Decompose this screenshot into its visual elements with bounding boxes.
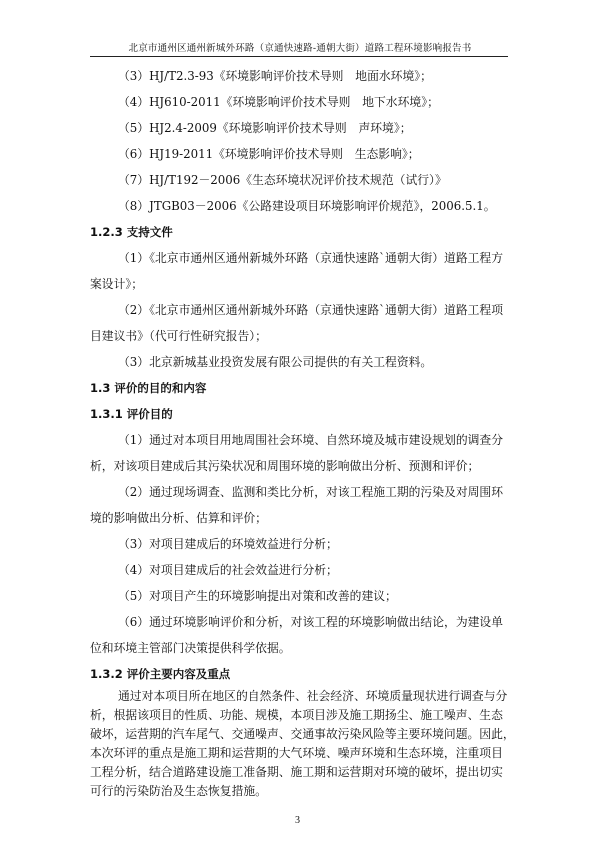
standard-item-8: （8）JTGB03－2006《公路建设项目环境影响评价规范》，2006.5.1。 bbox=[118, 199, 496, 213]
purpose-item-4: （4）对项目建成后的社会效益进行分析； bbox=[118, 563, 338, 577]
section-heading-1-3: 1.3 评价的目的和内容 bbox=[90, 381, 207, 395]
page-header: 北京市通州区通州新城外环路（京通快速路-通朝大街）道路工程环境影响报告书 bbox=[128, 43, 472, 54]
purpose-item-1-line-1: （1）通过对本项目用地周围社会环境、自然环境及城市建设规划的调查分 bbox=[118, 433, 504, 447]
support-item-1-line-1: （1）《北京市通州区通州新城外环路（京通快速路`通朝大街）道路工程方 bbox=[118, 251, 504, 265]
standard-item-7: （7）HJ/T192－2006《生态环境状况评价技术规范（试行）》 bbox=[118, 173, 447, 187]
support-item-1-line-2: 案设计》； bbox=[90, 277, 144, 291]
purpose-item-2-line-1: （2）通过现场调查、监测和类比分析，对该工程施工期的污染及对周围环 bbox=[118, 485, 504, 499]
purpose-item-1-line-2: 析，对该项目建成后其污染状况和周围环境的影响做出分析、预测和评价； bbox=[90, 459, 480, 473]
content-line-6: 可行的污染防治及生态恢复措施。 bbox=[90, 784, 267, 798]
page-number: 3 bbox=[295, 815, 300, 826]
content-line-5: 工程分析，结合道路建设施工准备期、施工期和运营期对环境的破坏，提出切实 bbox=[90, 765, 503, 779]
section-heading-1-3-2: 1.3.2 评价主要内容及重点 bbox=[90, 667, 231, 681]
support-item-2-line-1: （2）《北京市通州区通州新城外环路（京通快速路`通朝大街）道路工程项 bbox=[118, 303, 504, 317]
purpose-item-2-line-2: 境的影响做出分析、估算和评价； bbox=[90, 511, 267, 525]
content-line-1: 通过对本项目所在地区的自然条件、社会经济、环境质量现状进行调查与分 bbox=[118, 689, 508, 703]
standard-item-4: （4）HJ610-2011《环境影响评价技术导则 地下水环境》； bbox=[118, 95, 439, 109]
purpose-item-6-line-1: （6）通过环境影响评价和分析，对该工程的环境影响做出结论，为建设单 bbox=[118, 615, 504, 629]
standard-item-3: （3）HJ/T2.3-93《环境影响评价技术导则 地面水环境》； bbox=[118, 69, 432, 83]
support-item-2-line-2: 目建议书》（代可行性研究报告）； bbox=[90, 329, 267, 343]
standard-item-5: （5）HJ2.4-2009《环境影响评价技术导则 声环境》； bbox=[118, 121, 412, 135]
content-line-4: 本次环评的重点是施工期和运营期的大气环境、噪声环境和生态环境，注重项目 bbox=[90, 746, 503, 760]
support-item-3: （3）北京新城基业投资发展有限公司提供的有关工程资料。 bbox=[118, 355, 433, 369]
standard-item-6: （6）HJ19-2011《环境影响评价技术导则 生态影响》； bbox=[118, 147, 420, 161]
purpose-item-6-line-2: 位和环境主管部门决策提供科学依据。 bbox=[90, 641, 291, 655]
section-heading-1-3-1: 1.3.1 评价目的 bbox=[90, 407, 173, 421]
purpose-item-5: （5）对项目产生的环境影响提出对策和改善的建议； bbox=[118, 589, 397, 603]
section-heading-1-2-3: 1.2.3 支持文件 bbox=[90, 225, 173, 239]
content-line-2: 析，根据该项目的性质、功能、规模，本项目涉及施工期扬尘、施工噪声、生态 bbox=[90, 708, 503, 722]
purpose-item-3: （3）对项目建成后的环境效益进行分析； bbox=[118, 537, 338, 551]
content-line-3: 破坏，运营期的汽车尾气、交通噪声、交通事故污染风险等主要环境问题。因此， bbox=[90, 727, 515, 741]
header-rule bbox=[90, 56, 508, 57]
